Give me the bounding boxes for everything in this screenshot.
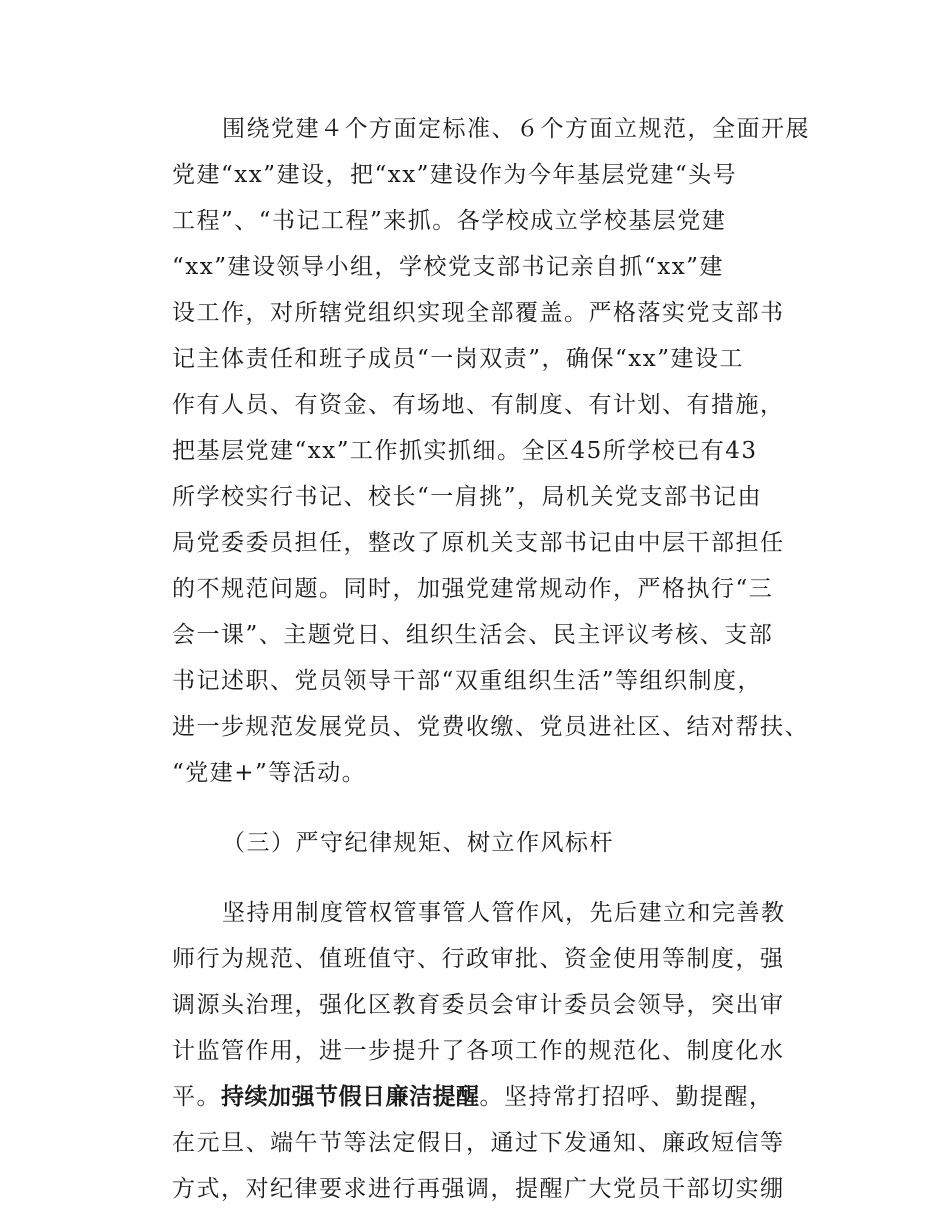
paragraph-line: 书记述职、党员领导干部“双重组织生活”等组织制度， [172, 668, 763, 694]
paragraph-line: 局党委委员担任，整改了原机关支部书记由中层干部担任 [172, 530, 785, 556]
paragraph-line: 方式，对纪律要求进行再强调，提醒广大党员干部切实绷 [172, 1176, 785, 1202]
paragraph-line: 计监管作用，进一步提升了各项工作的规范化、制度化水 [172, 1038, 785, 1064]
paragraph-line: 师行为规范、值班值守、行政审批、资金使用等制度，强 [172, 946, 785, 972]
text-run: 。坚持常打招呼、勤提醒， [479, 1084, 774, 1110]
paragraph-line: 记主体责任和班子成员“一岗双责”，确保“xx”建设工 [172, 346, 744, 372]
paragraph-line: “xx”建设领导小组，学校党支部书记亲自抓“xx”建 [172, 254, 724, 280]
paragraph-line: 党建“xx”建设，把“xx”建设作为今年基层党建“头号 [172, 162, 738, 188]
paragraph-line: 的不规范问题。同时，加强党建常规动作，严格执行“三 [172, 576, 774, 602]
paragraph-line: 所学校实行书记、校长“一肩挑”，局机关党支部书记由 [172, 484, 763, 510]
paragraph-line: 会一课”、主题党日、组织生活会、民主评议考核、支部 [172, 622, 774, 648]
bold-emphasis: 持续加强节假日廉洁提醒 [221, 1084, 480, 1110]
paragraph-line: 调源头治理，强化区教育委员会审计委员会领导，突出审 [172, 992, 785, 1018]
paragraph-line: 把基层党建“xx”工作抓实抓细。全区45所学校已有43 [172, 438, 758, 464]
paragraph-line: 坚持用制度管权管事管人管作风，先后建立和完善教 [222, 900, 786, 926]
paragraph-line: 围绕党建４个方面定标准、６个方面立规范，全面开展 [222, 116, 810, 142]
paragraph-line: 设工作，对所辖党组织实现全部覆盖。严格落实党支部书 [172, 300, 785, 326]
paragraph-line-mixed [172, 1081, 774, 1113]
paragraph-line: 工程”、“书记工程”来抓。各学校成立学校基层党建 [172, 208, 727, 234]
section-heading: （三）严守纪律规矩、树立作风标杆 [222, 830, 614, 856]
paragraph-line: 在元旦、端午节等法定假日，通过下发通知、廉政短信等 [172, 1130, 785, 1156]
paragraph-line: 进一步规范发展党员、党费收缴、党员进社区、结对帮扶、 [172, 714, 809, 740]
text-run: 平。 [172, 1084, 221, 1110]
paragraph-line: 作有人员、有资金、有场地、有制度、有计划、有措施， [172, 392, 785, 418]
paragraph-line: “党建+”等活动。 [172, 760, 367, 786]
